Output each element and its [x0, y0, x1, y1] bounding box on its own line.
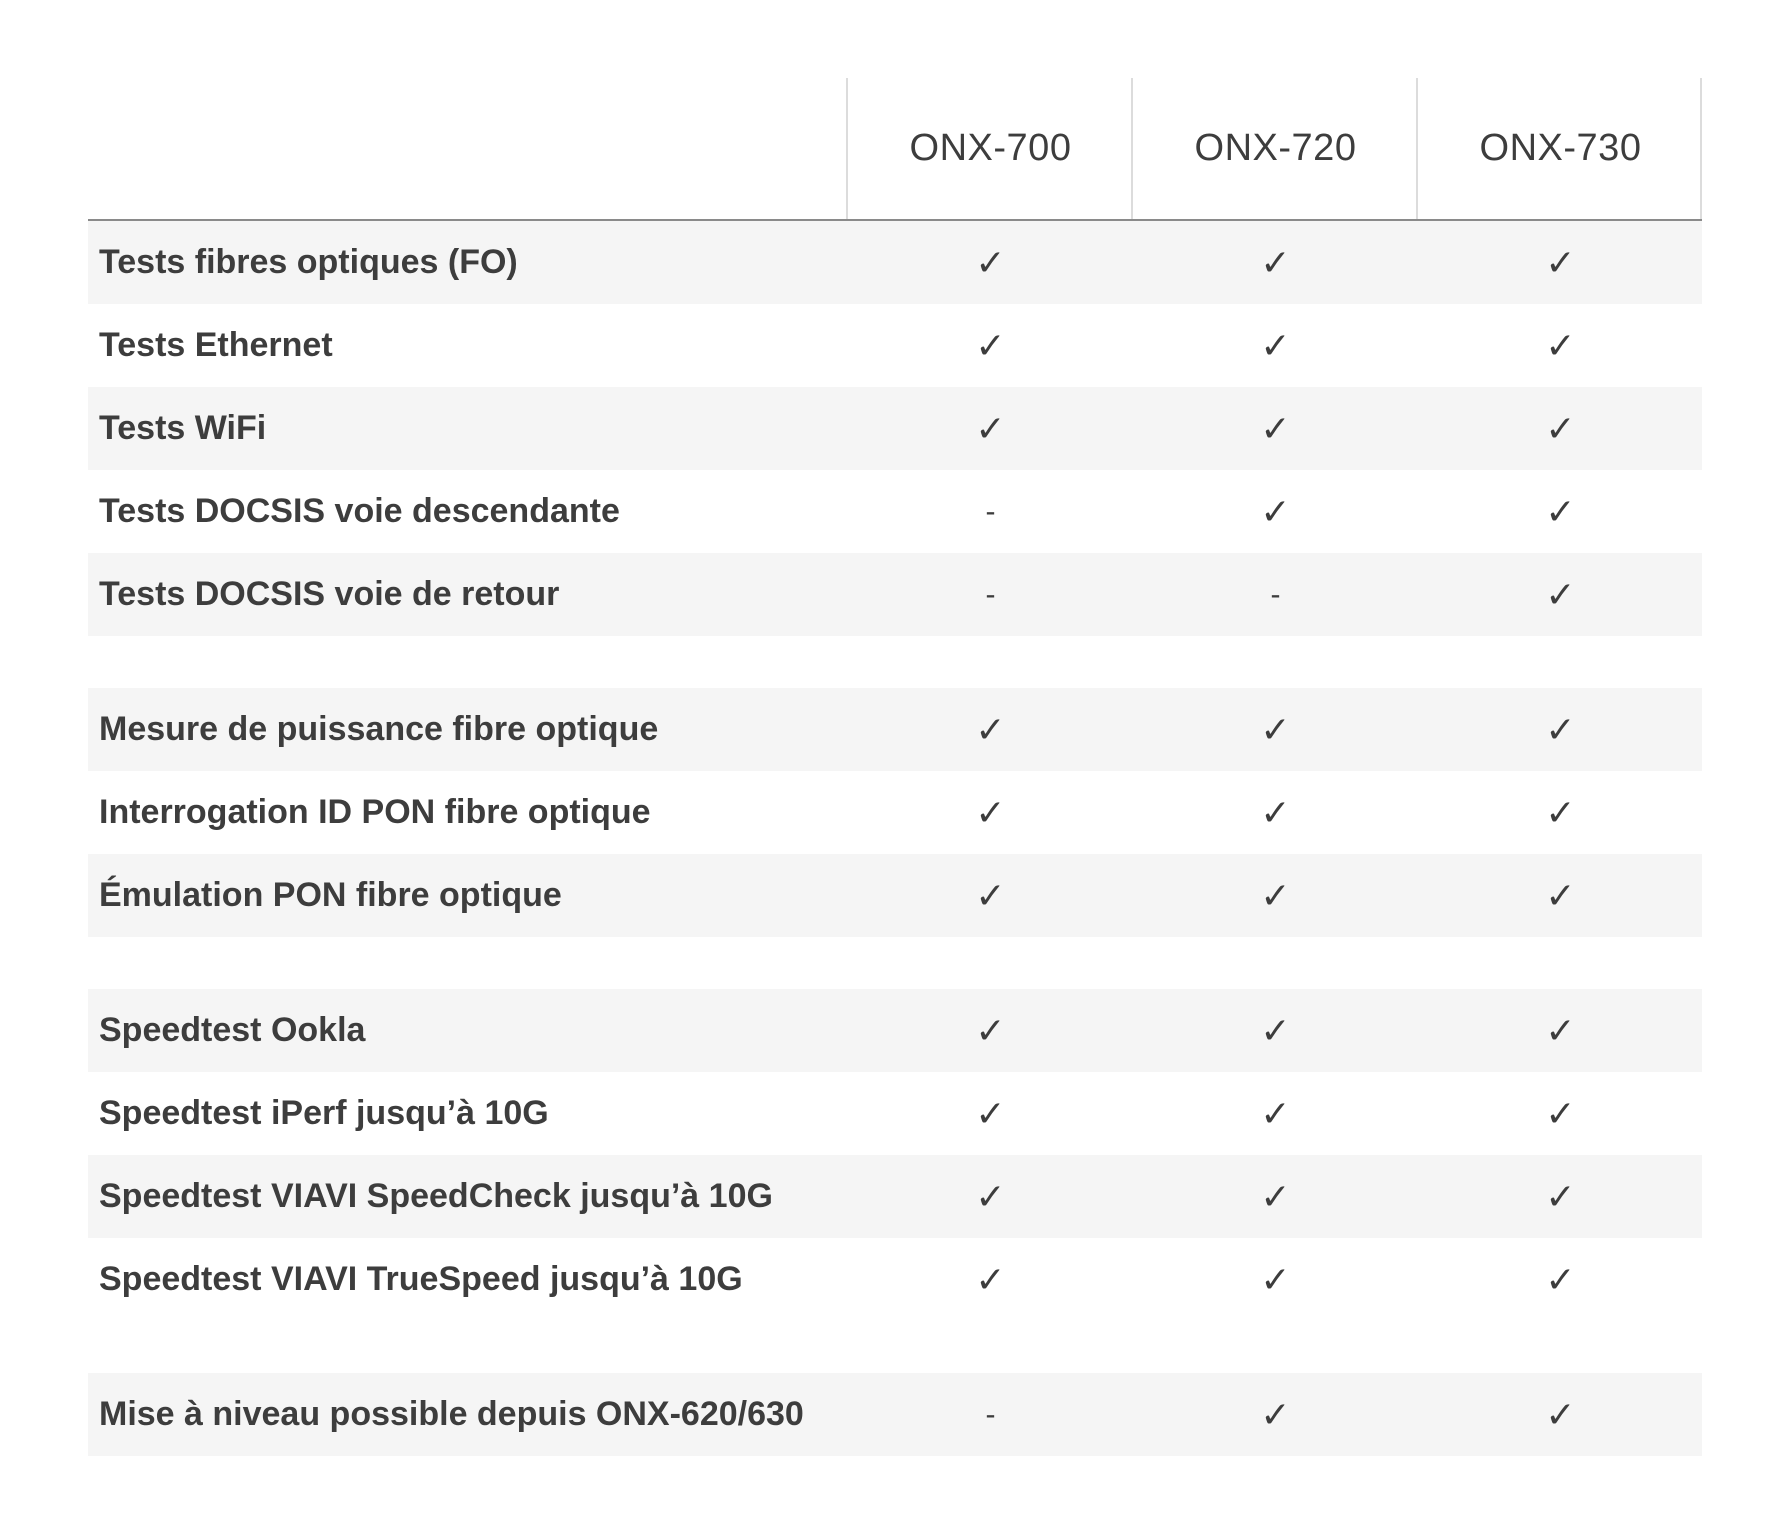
feature-label: Speedtest VIAVI SpeedCheck jusqu’à 10G: [99, 1177, 773, 1215]
feature-label: Speedtest iPerf jusqu’à 10G: [99, 1094, 549, 1132]
table-row: [88, 854, 1702, 937]
check-icon: ✓: [1545, 490, 1576, 532]
feature-group: [88, 688, 1702, 937]
not-available-mark: -: [985, 494, 996, 528]
feature-group: [88, 989, 1702, 1321]
feature-label: Interrogation ID PON fibre optique: [99, 793, 651, 831]
table-row: [88, 387, 1702, 470]
check-icon: ✓: [1260, 407, 1291, 449]
table-row: [88, 771, 1702, 854]
check-icon: ✓: [1545, 573, 1576, 615]
check-icon: ✓: [975, 1258, 1006, 1300]
not-available-mark: -: [985, 1397, 996, 1431]
check-icon: ✓: [975, 1175, 1006, 1217]
feature-group: [88, 221, 1702, 636]
check-icon: ✓: [1260, 1175, 1291, 1217]
check-icon: ✓: [975, 874, 1006, 916]
check-icon: ✓: [1260, 490, 1291, 532]
check-icon: ✓: [1545, 1175, 1576, 1217]
table-header: [88, 78, 1702, 221]
group-spacer: [88, 937, 1702, 989]
feature-label: Tests DOCSIS voie de retour: [99, 575, 560, 613]
check-icon: ✓: [1545, 1092, 1576, 1134]
check-icon: ✓: [1545, 241, 1576, 283]
feature-label: Émulation PON fibre optique: [99, 876, 562, 914]
table-row: [88, 304, 1702, 387]
feature-label: Tests Ethernet: [99, 326, 333, 364]
check-icon: ✓: [975, 241, 1006, 283]
table-body: [88, 221, 1702, 1456]
check-icon: ✓: [1545, 874, 1576, 916]
check-icon: ✓: [1260, 874, 1291, 916]
column-header-onx-730: ONX-730: [1479, 127, 1642, 169]
table-row: [88, 470, 1702, 553]
table-row: [88, 221, 1702, 304]
check-icon: ✓: [975, 324, 1006, 366]
check-icon: ✓: [1260, 1009, 1291, 1051]
table-row: [88, 553, 1702, 636]
feature-label: Speedtest Ookla: [99, 1011, 366, 1049]
check-icon: ✓: [975, 1009, 1006, 1051]
check-icon: ✓: [1260, 708, 1291, 750]
check-icon: ✓: [1545, 708, 1576, 750]
table-row: [88, 688, 1702, 771]
column-header-onx-720: ONX-720: [1194, 127, 1357, 169]
table-row: [88, 1072, 1702, 1155]
check-icon: ✓: [975, 407, 1006, 449]
table-row: [88, 1373, 1702, 1456]
check-icon: ✓: [975, 708, 1006, 750]
check-icon: ✓: [1545, 791, 1576, 833]
feature-label: Speedtest VIAVI TrueSpeed jusqu’à 10G: [99, 1260, 743, 1298]
feature-label: Tests WiFi: [99, 409, 267, 447]
feature-label: Tests DOCSIS voie descendante: [99, 492, 620, 530]
check-icon: ✓: [975, 791, 1006, 833]
check-icon: ✓: [1260, 241, 1291, 283]
check-icon: ✓: [1545, 407, 1576, 449]
feature-label: Mise à niveau possible depuis ONX-620/630: [99, 1395, 804, 1433]
feature-label: Tests fibres optiques (FO): [99, 243, 518, 281]
column-header-onx-700: ONX-700: [909, 127, 1072, 169]
group-spacer: [88, 636, 1702, 688]
check-icon: ✓: [1545, 1258, 1576, 1300]
table-row: [88, 989, 1702, 1072]
not-available-mark: -: [1270, 577, 1281, 611]
check-icon: ✓: [1260, 1393, 1291, 1435]
check-icon: ✓: [1545, 1009, 1576, 1051]
check-icon: ✓: [1260, 1258, 1291, 1300]
feature-group: [88, 1373, 1702, 1456]
check-icon: ✓: [975, 1092, 1006, 1134]
not-available-mark: -: [985, 577, 996, 611]
group-spacer: [88, 1321, 1702, 1373]
check-icon: ✓: [1260, 324, 1291, 366]
table-row: [88, 1238, 1702, 1321]
check-icon: ✓: [1260, 791, 1291, 833]
table-row: [88, 1155, 1702, 1238]
check-icon: ✓: [1260, 1092, 1291, 1134]
check-icon: ✓: [1545, 1393, 1576, 1435]
feature-label: Mesure de puissance fibre optique: [99, 710, 659, 748]
check-icon: ✓: [1545, 324, 1576, 366]
comparison-table: [88, 78, 1702, 1456]
